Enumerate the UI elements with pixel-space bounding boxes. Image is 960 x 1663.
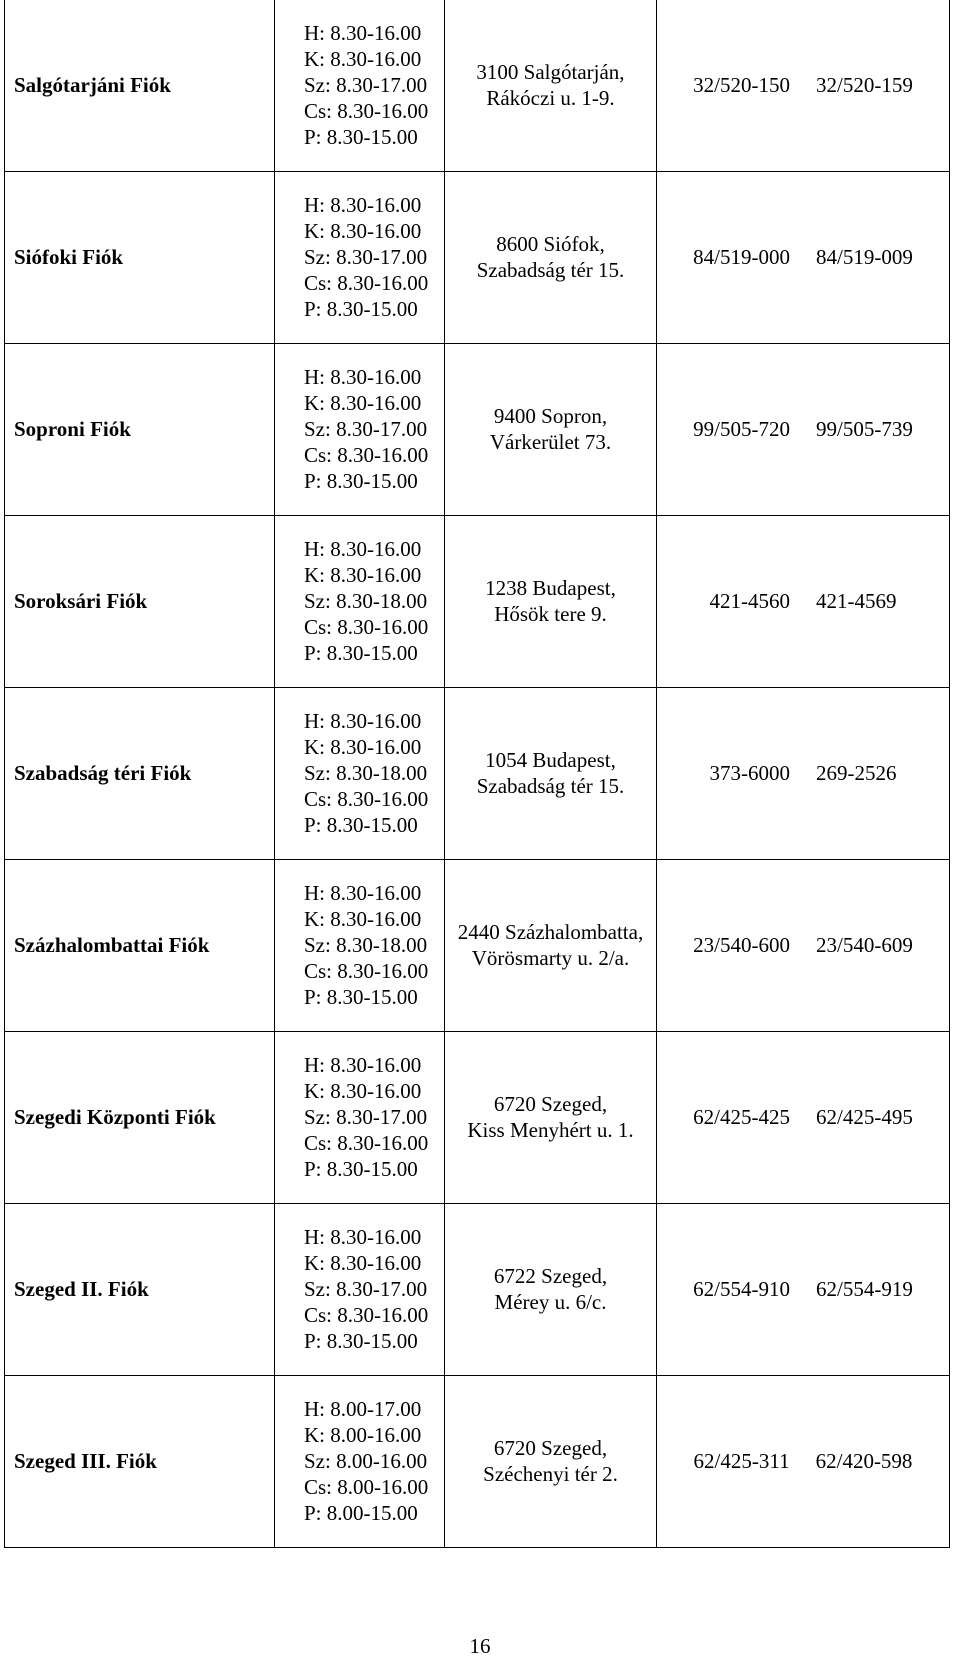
address-line: Széchenyi tér 2. xyxy=(483,1462,618,1486)
address-line: 9400 Sopron, xyxy=(493,404,608,428)
branch-row xyxy=(5,859,950,1031)
opening-hours-line: Sz: 8.30-17.00 xyxy=(304,245,428,269)
branch-row xyxy=(5,687,950,859)
opening-hours-line: P: 8.30-15.00 xyxy=(304,985,418,1009)
opening-hours-line: K: 8.30-16.00 xyxy=(304,219,422,243)
address-line: Szabadság tér 15. xyxy=(476,258,625,282)
branch-row xyxy=(5,1375,950,1547)
branch-name: Szegedi Központi Fiók xyxy=(5,1031,275,1203)
opening-hours-line: Sz: 8.30-17.00 xyxy=(304,1105,428,1129)
phone-number: 421-4560 xyxy=(709,589,790,613)
page-number: 16 xyxy=(469,1634,491,1658)
phone-number: 373-6000 xyxy=(709,761,790,785)
phone-number: 62/554-910 xyxy=(693,1277,790,1301)
branch-row xyxy=(5,515,950,687)
contact-numbers xyxy=(657,1031,950,1203)
opening-hours-line: P: 8.30-15.00 xyxy=(304,813,418,837)
opening-hours-line: Cs: 8.30-16.00 xyxy=(304,1131,429,1155)
opening-hours-line: H: 8.00-17.00 xyxy=(304,1397,422,1421)
phone-number: 84/519-000 xyxy=(693,245,790,269)
opening-hours-line: K: 8.30-16.00 xyxy=(304,47,422,72)
address-line: 2440 Százhalombatta, xyxy=(457,920,644,944)
branch-address xyxy=(445,1203,657,1375)
branch-row xyxy=(5,1203,950,1375)
address-line: Vörösmarty u. 2/a. xyxy=(471,946,630,970)
opening-hours-line: Cs: 8.30-16.00 xyxy=(304,443,429,467)
branch-name: Szeged II. Fiók xyxy=(5,1203,275,1375)
contact-numbers xyxy=(657,1375,950,1547)
branch-name: Százhalombattai Fiók xyxy=(5,859,275,1031)
branch-name: Soroksári Fiók xyxy=(5,515,275,687)
branch-row xyxy=(5,0,950,171)
branch-address xyxy=(445,1031,657,1203)
phone-number: 62/425-311 xyxy=(693,1449,790,1473)
opening-hours-line: K: 8.30-16.00 xyxy=(304,563,422,587)
opening-hours-line: Cs: 8.30-16.00 xyxy=(304,959,429,983)
address-line: 6722 Szeged, xyxy=(493,1264,608,1288)
fax-number: 421-4569 xyxy=(816,589,897,613)
contact-numbers xyxy=(657,343,950,515)
branch-name: Soproni Fiók xyxy=(5,343,275,515)
branch-address xyxy=(445,515,657,687)
opening-hours-line: Sz: 8.30-18.00 xyxy=(304,589,428,613)
contact-numbers xyxy=(657,1203,950,1375)
opening-hours-line: P: 8.30-15.00 xyxy=(304,469,418,493)
branch-address xyxy=(445,1375,657,1547)
opening-hours-line: K: 8.30-16.00 xyxy=(304,391,422,415)
contact-numbers xyxy=(657,0,950,171)
opening-hours xyxy=(275,515,445,687)
branch-row xyxy=(5,343,950,515)
opening-hours-line: Cs: 8.30-16.00 xyxy=(304,271,429,295)
opening-hours-line: H: 8.30-16.00 xyxy=(304,193,422,217)
phone-number: 99/505-720 xyxy=(693,417,790,441)
branch-table xyxy=(4,0,950,1548)
fax-number: 99/505-739 xyxy=(816,417,913,441)
opening-hours-line: P: 8.30-15.00 xyxy=(304,297,418,321)
opening-hours-line: H: 8.30-16.00 xyxy=(304,1225,422,1249)
opening-hours-line: Sz: 8.30-18.00 xyxy=(304,761,428,785)
address-line: Kiss Menyhért u. 1. xyxy=(467,1118,634,1142)
opening-hours xyxy=(275,687,445,859)
opening-hours-line: P: 8.00-15.00 xyxy=(304,1501,418,1525)
opening-hours-line: H: 8.30-16.00 xyxy=(304,365,422,389)
branch-address xyxy=(445,0,657,171)
address-line: Rákóczi u. 1-9. xyxy=(486,86,615,111)
opening-hours-line: Sz: 8.30-18.00 xyxy=(304,933,428,957)
opening-hours-line: Cs: 8.30-16.00 xyxy=(304,615,429,639)
opening-hours-line: P: 8.30-15.00 xyxy=(304,125,418,150)
opening-hours xyxy=(275,1203,445,1375)
opening-hours-line: Sz: 8.30-17.00 xyxy=(304,1277,428,1301)
branch-name: Szabadság téri Fiók xyxy=(5,687,275,859)
contact-numbers xyxy=(657,859,950,1031)
address-line: 6720 Szeged, xyxy=(493,1092,608,1116)
contact-numbers xyxy=(657,171,950,343)
branch-address xyxy=(445,171,657,343)
fax-number: 62/420-598 xyxy=(815,1449,913,1473)
opening-hours-line: K: 8.00-16.00 xyxy=(304,1423,422,1447)
branch-name: Salgótarjáni Fiók xyxy=(5,0,275,171)
opening-hours-line: Cs: 8.30-16.00 xyxy=(304,787,429,811)
fax-number: 84/519-009 xyxy=(816,245,913,269)
opening-hours xyxy=(275,1031,445,1203)
opening-hours-line: K: 8.30-16.00 xyxy=(304,1251,422,1275)
opening-hours xyxy=(275,859,445,1031)
address-line: 8600 Siófok, xyxy=(496,232,605,256)
fax-number: 62/425-495 xyxy=(816,1105,913,1129)
opening-hours-line: Sz: 8.00-16.00 xyxy=(304,1449,428,1473)
opening-hours-line: P: 8.30-15.00 xyxy=(304,1157,418,1181)
opening-hours-line: H: 8.30-16.00 xyxy=(304,1053,422,1077)
fax-number: 23/540-609 xyxy=(816,933,913,957)
opening-hours-line: K: 8.30-16.00 xyxy=(304,735,422,759)
address-line: Szabadság tér 15. xyxy=(476,774,625,798)
address-line: Hősök tere 9. xyxy=(494,602,607,626)
opening-hours-line: Cs: 8.30-16.00 xyxy=(304,99,429,124)
address-line: 6720 Szeged, xyxy=(493,1436,608,1460)
address-line: Mérey u. 6/c. xyxy=(494,1290,607,1314)
opening-hours xyxy=(275,1375,445,1547)
opening-hours xyxy=(275,171,445,343)
phone-number: 32/520-150 xyxy=(693,73,790,98)
opening-hours xyxy=(275,343,445,515)
opening-hours-line: H: 8.30-16.00 xyxy=(304,537,422,561)
address-line: 3100 Salgótarján, xyxy=(476,60,625,85)
address-line: Várkerület 73. xyxy=(489,430,612,454)
opening-hours xyxy=(275,0,445,171)
opening-hours-line: K: 8.30-16.00 xyxy=(304,907,422,931)
opening-hours-line: Cs: 8.30-16.00 xyxy=(304,1303,429,1327)
phone-number: 62/425-425 xyxy=(693,1105,790,1129)
branch-row xyxy=(5,1031,950,1203)
branch-address xyxy=(445,859,657,1031)
opening-hours-line: H: 8.30-16.00 xyxy=(304,709,422,733)
opening-hours-line: Sz: 8.30-17.00 xyxy=(304,417,428,441)
branch-name: Szeged III. Fiók xyxy=(5,1375,275,1547)
fax-number: 269-2526 xyxy=(816,761,897,785)
contact-numbers xyxy=(657,687,950,859)
fax-number: 32/520-159 xyxy=(816,73,913,98)
opening-hours-line: K: 8.30-16.00 xyxy=(304,1079,422,1103)
opening-hours-line: H: 8.30-16.00 xyxy=(304,21,422,46)
contact-numbers xyxy=(657,515,950,687)
branch-address xyxy=(445,687,657,859)
opening-hours-line: P: 8.30-15.00 xyxy=(304,1329,418,1353)
branch-rows xyxy=(5,0,950,1547)
address-line: 1238 Budapest, xyxy=(485,576,616,600)
branch-row xyxy=(5,171,950,343)
branch-address xyxy=(445,343,657,515)
address-line: 1054 Budapest, xyxy=(485,748,616,772)
phone-number: 23/540-600 xyxy=(693,933,790,957)
opening-hours-line: Cs: 8.00-16.00 xyxy=(304,1475,429,1499)
opening-hours-line: P: 8.30-15.00 xyxy=(304,641,418,665)
fax-number: 62/554-919 xyxy=(816,1277,913,1301)
opening-hours-line: H: 8.30-16.00 xyxy=(304,881,422,905)
branch-name: Siófoki Fiók xyxy=(5,171,275,343)
opening-hours-line: Sz: 8.30-17.00 xyxy=(304,73,428,98)
